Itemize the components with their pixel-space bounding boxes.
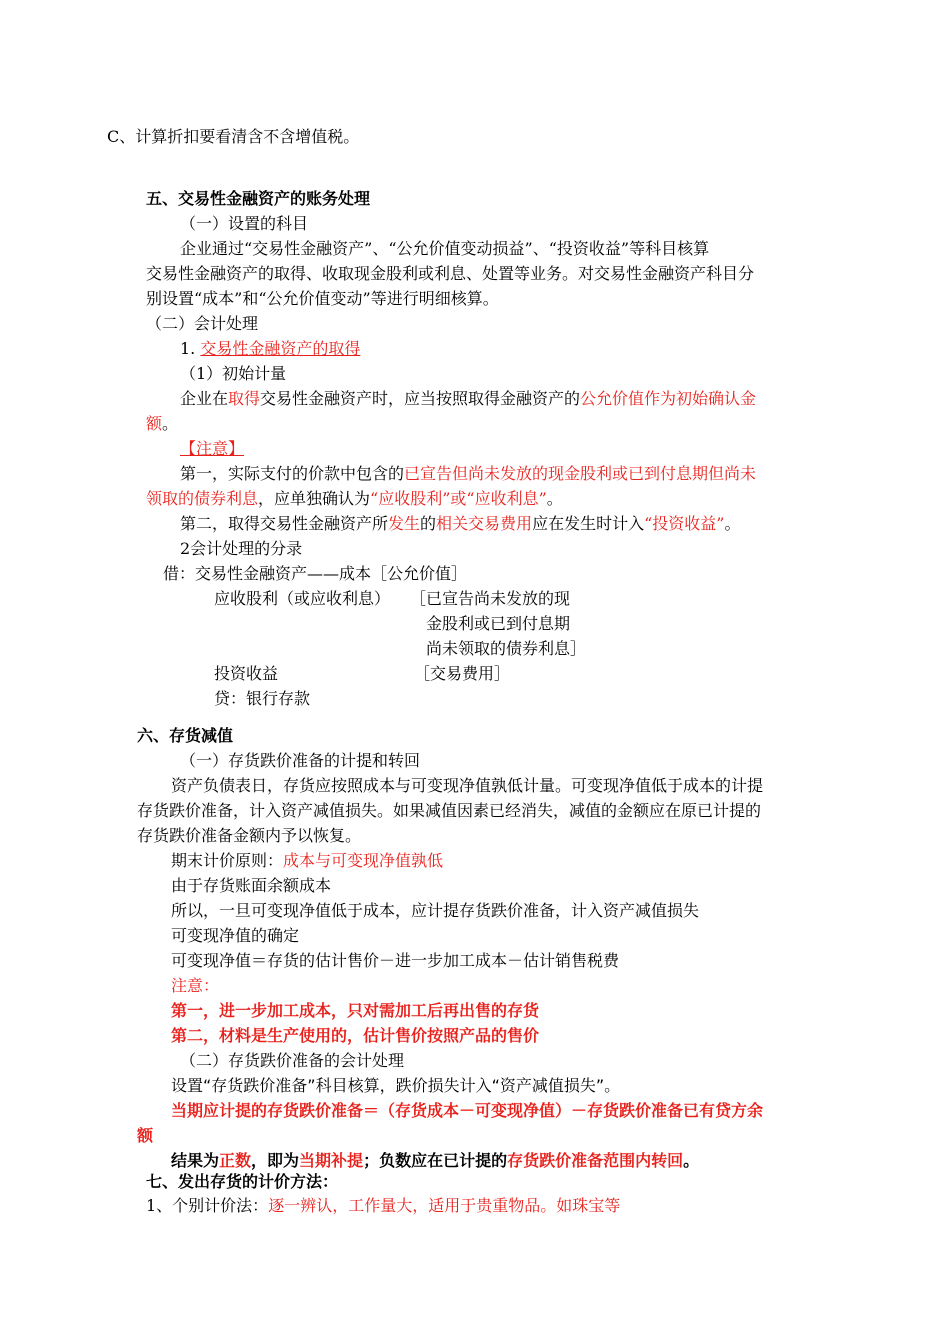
text-run: 的	[420, 514, 437, 533]
subsection-accounting-heading: （二）会计处理	[146, 314, 259, 333]
subsection-accounts-heading: （一）设置的科目	[180, 214, 309, 233]
paragraph-line	[146, 1196, 620, 1216]
paragraph-line: 可变现净值的确定	[171, 926, 300, 945]
subsection-provision-heading: （一）存货跌价准备的计提和转回	[180, 751, 421, 770]
journal-entry-heading: 2会计处理的分录	[180, 539, 303, 558]
highlight-text: 交易性金融资产的取得	[200, 339, 361, 358]
journal-note: 尚未领取的债券利息］	[426, 639, 587, 658]
highlight-text: 已宣告但尚未发放的现金股利或已到付息期但尚未	[404, 464, 757, 483]
highlight-text: 相关交易费用	[436, 514, 533, 533]
section-5-heading: 五、交易性金融资产的账务处理	[146, 189, 371, 208]
paragraph-line	[180, 464, 756, 484]
text-run: 企业在	[180, 389, 229, 408]
paragraph-line	[180, 389, 756, 409]
paragraph-line	[171, 1151, 699, 1171]
formula-line: 可变现净值＝存货的估计售价－进一步加工成本－估计销售税费	[171, 951, 620, 970]
initial-measurement-heading: （1）初始计量	[180, 364, 287, 383]
journal-debit-line: 应收股利（或应收利息）	[214, 589, 391, 608]
journal-note: 金股利或已到付息期	[426, 614, 571, 633]
paragraph-line	[171, 851, 443, 871]
paragraph-line: 由于存货账面余额成本	[171, 876, 332, 895]
note-line: 第二，材料是生产使用的，估计售价按照产品的售价	[171, 1026, 540, 1045]
paragraph-line	[180, 514, 740, 534]
formula-line: 额	[137, 1126, 154, 1145]
journal-credit-line: 贷：银行存款	[214, 689, 311, 708]
text-run: 交易性金融资产时，应当按照取得金融资产的	[260, 389, 581, 408]
text-run: ，应单独确认为	[258, 489, 371, 508]
item-acquisition-heading	[180, 339, 360, 359]
journal-note: ［交易费用］	[414, 664, 511, 683]
paragraph-line: 资产负债表日，存货应按照成本与可变现净值孰低计量。可变现净值低于成本的计提	[171, 776, 764, 795]
note-line: 第一，进一步加工成本，只对需加工后再出售的存货	[171, 1001, 540, 1020]
formula-line: 当期应计提的存货跌价准备＝（存货成本－可变现净值）－存货跌价准备已有贷方余	[171, 1101, 764, 1120]
text-run: 第一，实际支付的价款中包含的	[180, 464, 405, 483]
text-run: 。	[162, 414, 179, 433]
highlight-text: 额	[146, 414, 163, 433]
journal-note: ［已宣告尚未发放的现	[410, 589, 571, 608]
text-run: 。	[683, 1151, 700, 1170]
subsection-treatment-heading: （二）存货跌价准备的会计处理	[180, 1051, 405, 1070]
highlight-text: 发生	[388, 514, 421, 533]
highlight-text: 取得	[228, 389, 261, 408]
paragraph-line: 企业通过“交易性金融资产”、“公允价值变动损益”、“投资收益”等科目核算	[180, 239, 710, 258]
highlight-text: 领取的债券利息	[146, 489, 259, 508]
highlight-text: 正数	[219, 1151, 252, 1170]
highlight-text: 逐一辨认，工作量大，适用于贵重物品。如珠宝等	[268, 1196, 621, 1215]
paragraph-line: 设置“存货跌价准备”科目核算，跌价损失计入“资产减值损失”。	[171, 1076, 621, 1095]
paragraph-line: 别设置“成本”和“公允价值变动”等进行明细核算。	[146, 289, 499, 308]
paragraph-line: 存货跌价准备，计入资产减值损失。如果减值因素已经消失，减值的金额应在原已计提的	[137, 801, 762, 820]
text-run: 。	[724, 514, 741, 533]
text-run: 期末计价原则：	[171, 851, 284, 870]
highlight-text: 公允价值作为初始确认金	[580, 389, 757, 408]
section-6-heading: 六、存货减值	[137, 726, 234, 745]
text-run: 1、个别计价法：	[146, 1196, 269, 1215]
highlight-text: 当期补提	[299, 1151, 364, 1170]
note-label: 注意：	[171, 976, 220, 995]
highlight-text: “投资收益”	[644, 514, 725, 533]
paragraph-line: 交易性金融资产的取得、收取现金股利或利息、处置等业务。对交易性金融资产科目分	[146, 264, 755, 283]
paragraph-line: 所以，一旦可变现净值低于成本，应计提存货跌价准备，计入资产减值损失	[171, 901, 700, 920]
highlight-text: 存货跌价准备范围内转回	[507, 1151, 684, 1170]
paragraph-line	[146, 489, 563, 509]
text-run: 应在发生时计入	[532, 514, 645, 533]
paragraph-line	[146, 414, 178, 434]
text-run: 结果为	[171, 1151, 220, 1170]
note-label: 【注意】	[180, 439, 245, 458]
discount-note: C、计算折扣要看清含不含增值税。	[107, 127, 360, 146]
highlight-text: “应收股利”或“应收利息”	[370, 489, 547, 508]
text-run: ；负数应在已计提的	[363, 1151, 508, 1170]
paragraph-line: 存货跌价准备金额内予以恢复。	[137, 826, 362, 845]
item-number: 1.	[180, 339, 201, 358]
journal-debit-line: 借：交易性金融资产——成本［公允价值］	[163, 564, 468, 583]
journal-debit-line: 投资收益	[214, 664, 279, 683]
text-run: 第二，取得交易性金融资产所	[180, 514, 389, 533]
section-7-heading: 七、发出存货的计价方法：	[146, 1172, 339, 1191]
text-run: ，即为	[251, 1151, 300, 1170]
text-run: 。	[546, 489, 563, 508]
highlight-text: 成本与可变现净值孰低	[283, 851, 444, 870]
